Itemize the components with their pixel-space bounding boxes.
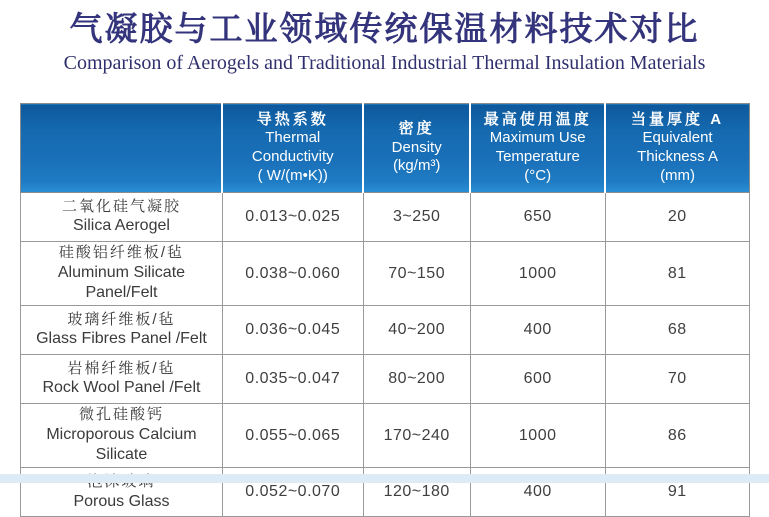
table-row [21,355,750,404]
header-en: Equivalent Thickness A [637,129,718,165]
header-unit: (kg/m³) [392,157,441,175]
material-name-en: Porous Glass [73,492,170,510]
table-row [21,242,750,306]
material-name-cell [21,355,223,404]
material-name-en: Silica Aerogel [72,217,170,235]
header-zh: 导热系数 [256,110,329,128]
header-unit: (mm) [660,166,696,184]
table-row [21,306,750,355]
material-name-en: Glass Fibres Panel /Felt [36,330,207,348]
thickness-cell: 70 [605,355,749,404]
max-temp-cell: 1000 [470,404,605,468]
header-en: Maximum Use Temperature [489,129,586,165]
material-name-en: Aluminum Silicate Panel/Felt [57,263,186,302]
header-zh: 密度 [398,119,435,137]
material-name-en: Rock Wool Panel /Felt [42,379,201,397]
header-unit: ( W/(m•K)) [257,166,328,184]
conductivity-cell: 0.036~0.045 [222,306,363,355]
density-cell: 80~200 [363,355,470,404]
comparison-table [20,103,750,517]
material-name-zh: 硅酸铝纤维板/毡 [58,244,185,261]
header-en: Density [391,138,442,156]
max-temp-cell: 400 [470,468,605,517]
header-row [21,104,750,193]
conductivity-cell: 0.055~0.065 [222,404,363,468]
material-name-zh: 微孔硅酸钙 [78,406,164,424]
header-cell-material [21,104,223,193]
max-temp-cell: 400 [470,306,605,355]
max-temp-cell: 1000 [470,242,605,306]
thickness-cell: 68 [605,306,749,355]
header-en: Thermal Conductivity [251,129,334,165]
material-name-zh: 二氧化硅气凝胶 [61,197,181,215]
density-cell: 40~200 [363,306,470,355]
header-zh: 最高使用温度 [483,110,592,128]
conductivity-cell: 0.013~0.025 [222,193,363,242]
density-cell: 120~180 [363,468,470,517]
material-name-cell [21,193,223,242]
header-cell-equivalent-thickness [605,104,749,193]
thickness-cell: 20 [605,193,749,242]
page-title-english: Comparison of Aerogels and Traditional Industrial Thermal Insulation Materials [63,51,706,74]
material-name-zh: 岩棉纤维板/毡 [67,359,176,377]
header-cell-density [363,104,470,193]
thickness-cell: 81 [605,242,749,306]
material-name-cell [21,306,223,355]
table-row [21,193,750,242]
max-temp-cell: 600 [470,355,605,404]
header-zh: 当量厚度 A [631,110,725,128]
conductivity-cell: 0.052~0.070 [222,468,363,517]
comparison-table-container [20,103,750,517]
bottom-cutoff-band [0,474,769,483]
density-cell: 3~250 [363,193,470,242]
table-row [21,404,750,468]
header-unit: (°C) [524,166,552,184]
material-name-cell [21,404,223,468]
header-cell-max-use-temperature [470,104,605,193]
material-name-cell [21,242,223,306]
density-cell: 170~240 [363,404,470,468]
max-temp-cell: 650 [470,193,605,242]
conductivity-cell: 0.035~0.047 [222,355,363,404]
material-name-zh: 玻璃纤维板/毡 [67,310,176,328]
thickness-cell: 86 [605,404,749,468]
conductivity-cell: 0.038~0.060 [222,242,363,306]
density-cell: 70~150 [363,242,470,306]
page-title-chinese: 气凝胶与工业领域传统保温材料技术对比 [69,10,700,47]
header-cell-thermal-conductivity [222,104,363,193]
thickness-cell: 91 [605,468,749,517]
material-name-en: Microporous Calcium Silicate [46,425,197,464]
